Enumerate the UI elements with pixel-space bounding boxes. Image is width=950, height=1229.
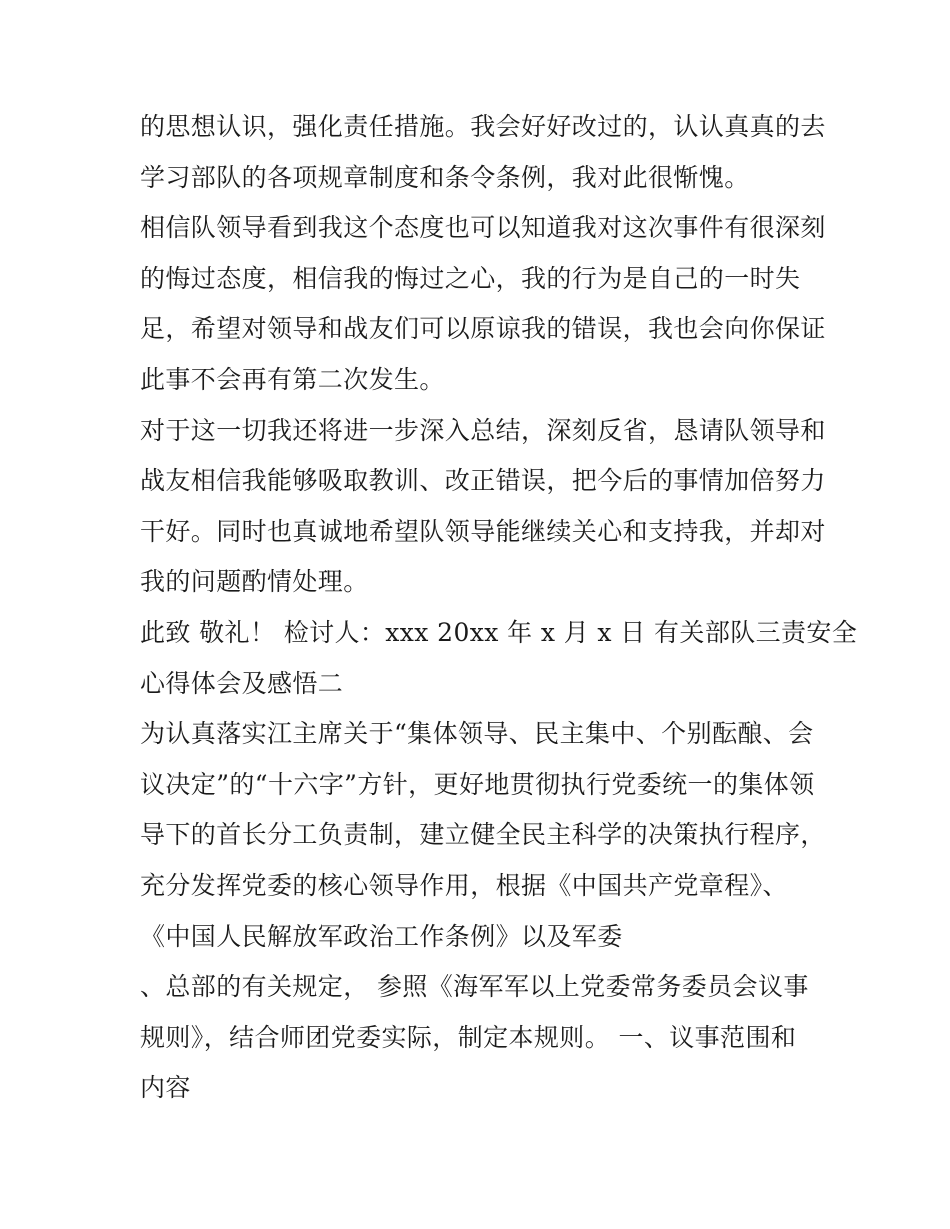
text-line: 干好。同时也真诚地希望队领导能继续关心和支持我，并却对 bbox=[140, 516, 826, 546]
text-line: 的思想认识，强化责任措施。我会好好改过的，认认真真的去 bbox=[140, 112, 826, 141]
text-line: 此致 敬礼！ 检讨人：xxx 20xx 年 x 月 x 日 有关部队三责安全 bbox=[140, 617, 858, 647]
text-line: 相信队领导看到我这个态度也可以知道我对这次事件有很深刻 bbox=[140, 213, 826, 243]
text-line: 、总部的有关规定， 参照《海军军以上党委常务委员会议事 bbox=[140, 972, 809, 1002]
text-line: 规则》，结合师团党委实际，制定本规则。 一、议事范围和 bbox=[140, 1022, 797, 1052]
text-line: 心得体会及感悟二 bbox=[140, 668, 344, 698]
text-line: 对于这一切我还将进一步深入总结，深刻反省，恳请队领导和 bbox=[140, 415, 826, 445]
text-line: 此事不会再有第二次发生。 bbox=[140, 364, 445, 394]
text-line: 《中国人民解放军政治工作条例》以及军委 bbox=[140, 921, 623, 951]
text-line: 战友相信我能够吸取教训、改正错误，把今后的事情加倍努力 bbox=[140, 466, 826, 496]
text-line: 学习部队的各项规章制度和条令条例，我对此很惭愧。 bbox=[140, 162, 750, 192]
text-line: 的悔过态度，相信我的悔过之心，我的行为是自己的一时失 bbox=[140, 263, 801, 293]
text-line: 导下的首长分工负责制，建立健全民主科学的决策执行程序， bbox=[140, 820, 826, 850]
text-line: 内容 bbox=[140, 1073, 191, 1103]
text-line: 议决定”的“十六字”方针，更好地贯彻执行党委统一的集体领 bbox=[140, 769, 815, 799]
text-line: 为认真落实江主席关于“集体领导、民主集中、个别酝酿、会 bbox=[140, 719, 814, 749]
text-line: 足，希望对领导和战友们可以原谅我的错误，我也会向你保证 bbox=[140, 314, 826, 344]
text-line: 我的问题酌情处理。 bbox=[140, 567, 369, 597]
text-line: 充分发挥党委的核心领导作用，根据《中国共产党章程》、 bbox=[140, 870, 788, 900]
document-body bbox=[140, 102, 858, 1114]
